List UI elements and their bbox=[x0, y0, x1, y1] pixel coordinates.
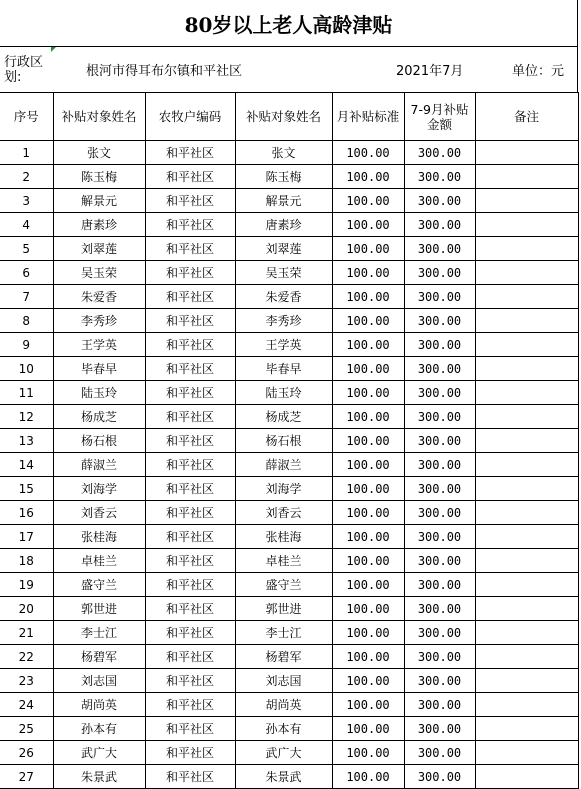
household-code: 和平社区 bbox=[145, 717, 235, 741]
header-cell: 序号 bbox=[0, 93, 53, 141]
remark bbox=[475, 429, 578, 453]
monthly-standard: 100.00 bbox=[332, 573, 404, 597]
quarter-amount: 300.00 bbox=[404, 453, 475, 477]
recipient-name: 王学英 bbox=[53, 333, 145, 357]
monthly-standard: 100.00 bbox=[332, 501, 404, 525]
household-code: 和平社区 bbox=[145, 477, 235, 501]
recipient-name-2: 郭世进 bbox=[235, 597, 332, 621]
household-code: 和平社区 bbox=[145, 501, 235, 525]
household-code: 和平社区 bbox=[145, 141, 235, 165]
remark bbox=[475, 333, 578, 357]
row-number: 25 bbox=[0, 717, 53, 741]
row-number: 8 bbox=[0, 309, 53, 333]
remark bbox=[475, 453, 578, 477]
monthly-standard: 100.00 bbox=[332, 261, 404, 285]
table-row bbox=[0, 669, 578, 693]
row-number: 20 bbox=[0, 597, 53, 621]
remark bbox=[475, 765, 578, 789]
table-header-row bbox=[0, 93, 578, 141]
recipient-name: 张桂海 bbox=[53, 525, 145, 549]
remark bbox=[475, 621, 578, 645]
table-row bbox=[0, 717, 578, 741]
household-code: 和平社区 bbox=[145, 693, 235, 717]
remark bbox=[475, 693, 578, 717]
recipient-name-2: 李秀珍 bbox=[235, 309, 332, 333]
monthly-standard: 100.00 bbox=[332, 213, 404, 237]
recipient-name-2: 陆玉玲 bbox=[235, 381, 332, 405]
recipient-name-2: 解景元 bbox=[235, 189, 332, 213]
monthly-standard: 100.00 bbox=[332, 381, 404, 405]
row-number: 24 bbox=[0, 693, 53, 717]
monthly-standard: 100.00 bbox=[332, 765, 404, 789]
household-code: 和平社区 bbox=[145, 357, 235, 381]
table-row bbox=[0, 165, 578, 189]
row-number: 7 bbox=[0, 285, 53, 309]
quarter-amount: 300.00 bbox=[404, 573, 475, 597]
recipient-name: 朱景武 bbox=[53, 765, 145, 789]
recipient-name-2: 陈玉梅 bbox=[235, 165, 332, 189]
table-row bbox=[0, 477, 578, 501]
header-cell: 农牧户编码 bbox=[145, 93, 235, 141]
remark bbox=[475, 189, 578, 213]
quarter-amount: 300.00 bbox=[404, 717, 475, 741]
table-row bbox=[0, 597, 578, 621]
household-code: 和平社区 bbox=[145, 765, 235, 789]
table-row bbox=[0, 429, 578, 453]
household-code: 和平社区 bbox=[145, 285, 235, 309]
household-code: 和平社区 bbox=[145, 237, 235, 261]
table-row bbox=[0, 453, 578, 477]
row-number: 19 bbox=[0, 573, 53, 597]
row-number: 4 bbox=[0, 213, 53, 237]
remark bbox=[475, 501, 578, 525]
remark bbox=[475, 477, 578, 501]
recipient-name-2: 刘志国 bbox=[235, 669, 332, 693]
recipient-name: 卓桂兰 bbox=[53, 549, 145, 573]
table-row bbox=[0, 237, 578, 261]
recipient-name: 盛守兰 bbox=[53, 573, 145, 597]
quarter-amount: 300.00 bbox=[404, 333, 475, 357]
recipient-name-2: 朱爱香 bbox=[235, 285, 332, 309]
recipient-name-2: 杨石根 bbox=[235, 429, 332, 453]
recipient-name: 刘翠莲 bbox=[53, 237, 145, 261]
remark bbox=[475, 669, 578, 693]
row-number: 9 bbox=[0, 333, 53, 357]
header-cell: 7-9月补贴金额 bbox=[404, 93, 475, 141]
table-row bbox=[0, 549, 578, 573]
recipient-name-2: 王学英 bbox=[235, 333, 332, 357]
cell-comment-indicator-icon bbox=[51, 47, 56, 52]
household-code: 和平社区 bbox=[145, 429, 235, 453]
row-number: 10 bbox=[0, 357, 53, 381]
table-row bbox=[0, 309, 578, 333]
table-row bbox=[0, 357, 578, 381]
recipient-name: 李秀珍 bbox=[53, 309, 145, 333]
household-code: 和平社区 bbox=[145, 213, 235, 237]
quarter-amount: 300.00 bbox=[404, 357, 475, 381]
remark bbox=[475, 141, 578, 165]
recipient-name: 郭世进 bbox=[53, 597, 145, 621]
row-number: 2 bbox=[0, 165, 53, 189]
remark bbox=[475, 573, 578, 597]
monthly-standard: 100.00 bbox=[332, 453, 404, 477]
remark bbox=[475, 381, 578, 405]
recipient-name: 孙本有 bbox=[53, 717, 145, 741]
recipient-name: 杨碧军 bbox=[53, 645, 145, 669]
quarter-amount: 300.00 bbox=[404, 621, 475, 645]
household-code: 和平社区 bbox=[145, 405, 235, 429]
recipient-name: 吴玉荣 bbox=[53, 261, 145, 285]
recipient-name-2: 刘香云 bbox=[235, 501, 332, 525]
quarter-amount: 300.00 bbox=[404, 477, 475, 501]
household-code: 和平社区 bbox=[145, 549, 235, 573]
household-code: 和平社区 bbox=[145, 573, 235, 597]
recipient-name-2: 卓桂兰 bbox=[235, 549, 332, 573]
table-row bbox=[0, 333, 578, 357]
monthly-standard: 100.00 bbox=[332, 621, 404, 645]
remark bbox=[475, 741, 578, 765]
row-number: 22 bbox=[0, 645, 53, 669]
recipient-name: 刘志国 bbox=[53, 669, 145, 693]
recipient-name-2: 薛淑兰 bbox=[235, 453, 332, 477]
row-number: 11 bbox=[0, 381, 53, 405]
recipient-name-2: 唐素珍 bbox=[235, 213, 332, 237]
table-body bbox=[0, 141, 578, 789]
row-number: 13 bbox=[0, 429, 53, 453]
recipient-name: 杨石根 bbox=[53, 429, 145, 453]
quarter-amount: 300.00 bbox=[404, 381, 475, 405]
row-number: 5 bbox=[0, 237, 53, 261]
recipient-name-2: 毕春早 bbox=[235, 357, 332, 381]
monthly-standard: 100.00 bbox=[332, 141, 404, 165]
quarter-amount: 300.00 bbox=[404, 549, 475, 573]
row-number: 6 bbox=[0, 261, 53, 285]
recipient-name: 薛淑兰 bbox=[53, 453, 145, 477]
recipient-name-2: 李士江 bbox=[235, 621, 332, 645]
table-row bbox=[0, 189, 578, 213]
monthly-standard: 100.00 bbox=[332, 189, 404, 213]
recipient-name-2: 张文 bbox=[235, 141, 332, 165]
row-number: 14 bbox=[0, 453, 53, 477]
header-cell: 补贴对象姓名 bbox=[53, 93, 145, 141]
monthly-standard: 100.00 bbox=[332, 645, 404, 669]
monthly-standard: 100.00 bbox=[332, 693, 404, 717]
household-code: 和平社区 bbox=[145, 621, 235, 645]
monthly-standard: 100.00 bbox=[332, 669, 404, 693]
table-row bbox=[0, 573, 578, 597]
row-number: 15 bbox=[0, 477, 53, 501]
recipient-name-2: 朱景武 bbox=[235, 765, 332, 789]
quarter-amount: 300.00 bbox=[404, 597, 475, 621]
quarter-amount: 300.00 bbox=[404, 309, 475, 333]
household-code: 和平社区 bbox=[145, 645, 235, 669]
table-row bbox=[0, 261, 578, 285]
row-number: 21 bbox=[0, 621, 53, 645]
remark bbox=[475, 525, 578, 549]
monthly-standard: 100.00 bbox=[332, 477, 404, 501]
table-row bbox=[0, 525, 578, 549]
table-row bbox=[0, 213, 578, 237]
recipient-name: 陆玉玲 bbox=[53, 381, 145, 405]
household-code: 和平社区 bbox=[145, 333, 235, 357]
row-number: 17 bbox=[0, 525, 53, 549]
monthly-standard: 100.00 bbox=[332, 333, 404, 357]
household-code: 和平社区 bbox=[145, 309, 235, 333]
recipient-name: 毕春早 bbox=[53, 357, 145, 381]
monthly-standard: 100.00 bbox=[332, 165, 404, 189]
recipient-name-2: 胡尚英 bbox=[235, 693, 332, 717]
recipient-name: 朱爱香 bbox=[53, 285, 145, 309]
recipient-name-2: 杨成芝 bbox=[235, 405, 332, 429]
household-code: 和平社区 bbox=[145, 381, 235, 405]
table-row bbox=[0, 741, 578, 765]
remark bbox=[475, 549, 578, 573]
remark bbox=[475, 237, 578, 261]
header-cell: 月补贴标准 bbox=[332, 93, 404, 141]
quarter-amount: 300.00 bbox=[404, 165, 475, 189]
monthly-standard: 100.00 bbox=[332, 741, 404, 765]
household-code: 和平社区 bbox=[145, 669, 235, 693]
monthly-standard: 100.00 bbox=[332, 549, 404, 573]
row-number: 1 bbox=[0, 141, 53, 165]
quarter-amount: 300.00 bbox=[404, 525, 475, 549]
row-number: 18 bbox=[0, 549, 53, 573]
header-cell: 备注 bbox=[475, 93, 578, 141]
remark bbox=[475, 597, 578, 621]
recipient-name-2: 刘翠莲 bbox=[235, 237, 332, 261]
monthly-standard: 100.00 bbox=[332, 309, 404, 333]
region-label: 行政区划: bbox=[4, 54, 44, 85]
subsidy-table bbox=[0, 92, 579, 789]
remark bbox=[475, 261, 578, 285]
remark bbox=[475, 645, 578, 669]
table-row bbox=[0, 765, 578, 789]
recipient-name: 陈玉梅 bbox=[53, 165, 145, 189]
quarter-amount: 300.00 bbox=[404, 189, 475, 213]
monthly-standard: 100.00 bbox=[332, 405, 404, 429]
row-number: 23 bbox=[0, 669, 53, 693]
row-number: 27 bbox=[0, 765, 53, 789]
table-row bbox=[0, 621, 578, 645]
quarter-amount: 300.00 bbox=[404, 741, 475, 765]
quarter-amount: 300.00 bbox=[404, 285, 475, 309]
table-row bbox=[0, 141, 578, 165]
recipient-name-2: 张桂海 bbox=[235, 525, 332, 549]
household-code: 和平社区 bbox=[145, 261, 235, 285]
table-row bbox=[0, 405, 578, 429]
household-code: 和平社区 bbox=[145, 453, 235, 477]
quarter-amount: 300.00 bbox=[404, 213, 475, 237]
recipient-name: 张文 bbox=[53, 141, 145, 165]
monthly-standard: 100.00 bbox=[332, 525, 404, 549]
quarter-amount: 300.00 bbox=[404, 405, 475, 429]
table-row bbox=[0, 645, 578, 669]
info-row bbox=[0, 46, 578, 92]
table-row bbox=[0, 501, 578, 525]
monthly-standard: 100.00 bbox=[332, 285, 404, 309]
household-code: 和平社区 bbox=[145, 525, 235, 549]
recipient-name-2: 盛守兰 bbox=[235, 573, 332, 597]
recipient-name: 刘海学 bbox=[53, 477, 145, 501]
quarter-amount: 300.00 bbox=[404, 501, 475, 525]
household-code: 和平社区 bbox=[145, 189, 235, 213]
remark bbox=[475, 357, 578, 381]
quarter-amount: 300.00 bbox=[404, 261, 475, 285]
header-cell: 补贴对象姓名 bbox=[235, 93, 332, 141]
row-number: 26 bbox=[0, 741, 53, 765]
recipient-name-2: 吴玉荣 bbox=[235, 261, 332, 285]
recipient-name-2: 孙本有 bbox=[235, 717, 332, 741]
quarter-amount: 300.00 bbox=[404, 429, 475, 453]
recipient-name: 唐素珍 bbox=[53, 213, 145, 237]
quarter-amount: 300.00 bbox=[404, 765, 475, 789]
recipient-name: 解景元 bbox=[53, 189, 145, 213]
remark bbox=[475, 405, 578, 429]
recipient-name-2: 武广大 bbox=[235, 741, 332, 765]
recipient-name-2: 刘海学 bbox=[235, 477, 332, 501]
quarter-amount: 300.00 bbox=[404, 693, 475, 717]
table-row bbox=[0, 285, 578, 309]
row-number: 3 bbox=[0, 189, 53, 213]
quarter-amount: 300.00 bbox=[404, 645, 475, 669]
recipient-name: 武广大 bbox=[53, 741, 145, 765]
remark bbox=[475, 309, 578, 333]
monthly-standard: 100.00 bbox=[332, 237, 404, 261]
quarter-amount: 300.00 bbox=[404, 141, 475, 165]
recipient-name: 杨成芝 bbox=[53, 405, 145, 429]
monthly-standard: 100.00 bbox=[332, 597, 404, 621]
recipient-name: 胡尚英 bbox=[53, 693, 145, 717]
sheet-title: 80岁以上老人高龄津贴 bbox=[0, 0, 578, 46]
monthly-standard: 100.00 bbox=[332, 717, 404, 741]
unit-label: 单位：元 bbox=[512, 64, 565, 79]
recipient-name: 刘香云 bbox=[53, 501, 145, 525]
quarter-amount: 300.00 bbox=[404, 669, 475, 693]
remark bbox=[475, 285, 578, 309]
table-row bbox=[0, 693, 578, 717]
row-number: 12 bbox=[0, 405, 53, 429]
monthly-standard: 100.00 bbox=[332, 357, 404, 381]
remark bbox=[475, 213, 578, 237]
recipient-name: 李士江 bbox=[53, 621, 145, 645]
monthly-standard: 100.00 bbox=[332, 429, 404, 453]
household-code: 和平社区 bbox=[145, 597, 235, 621]
table-row bbox=[0, 381, 578, 405]
remark bbox=[475, 717, 578, 741]
remark bbox=[475, 165, 578, 189]
household-code: 和平社区 bbox=[145, 165, 235, 189]
region-value: 根河市得耳布尔镇和平社区 bbox=[86, 64, 243, 79]
recipient-name-2: 杨碧军 bbox=[235, 645, 332, 669]
row-number: 16 bbox=[0, 501, 53, 525]
quarter-amount: 300.00 bbox=[404, 237, 475, 261]
household-code: 和平社区 bbox=[145, 741, 235, 765]
report-date: 2021年7月 bbox=[396, 64, 464, 79]
